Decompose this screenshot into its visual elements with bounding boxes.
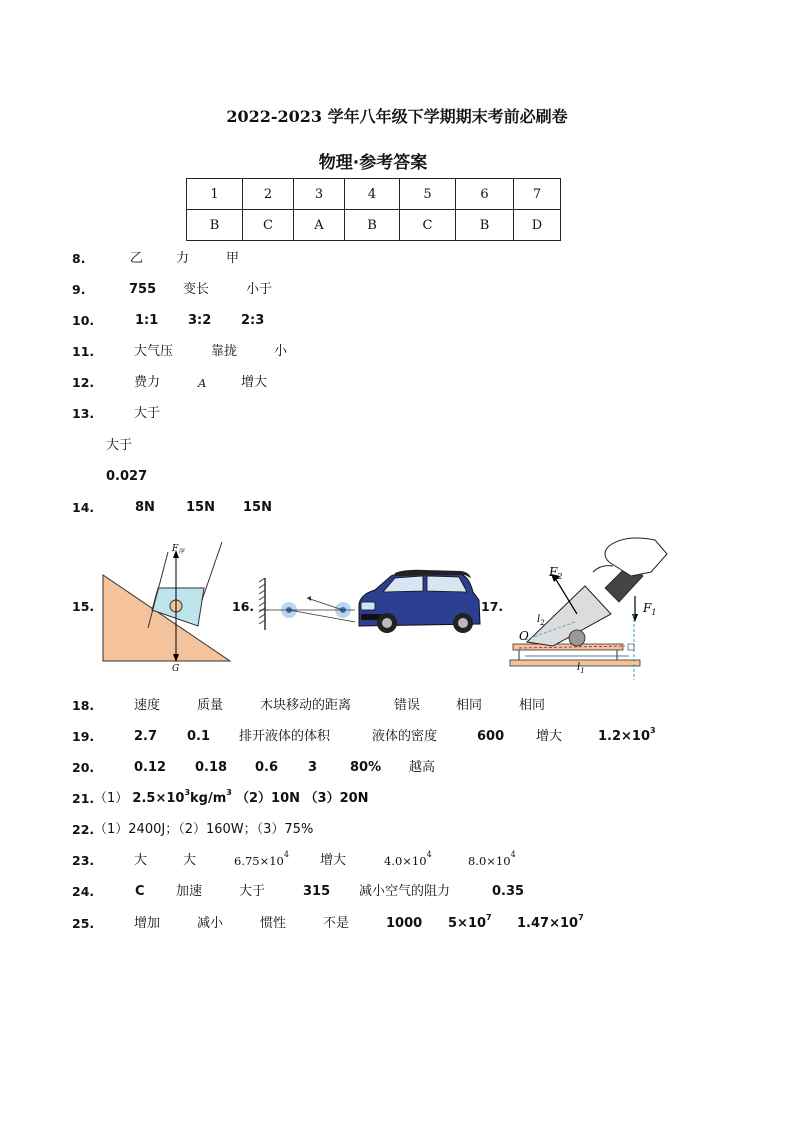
table-cell: 6 (456, 179, 514, 210)
answer: 大于 (239, 884, 266, 899)
answer: 排开液体的体积 (239, 729, 331, 744)
answer: 增大 (241, 375, 268, 390)
page-subtitle: 物理·参考答案 (318, 153, 428, 173)
label-o: O (519, 629, 529, 643)
answer-table (186, 178, 561, 241)
answer: 不是 (323, 916, 350, 931)
table-cell: 3 (294, 179, 345, 210)
question-number: 20. (72, 760, 95, 775)
table-cell: B (345, 210, 400, 241)
question-number: 18. (72, 698, 95, 713)
answer: 大 (134, 853, 148, 868)
question-number: 8. (72, 251, 86, 266)
answer: 0.18 (195, 760, 228, 775)
answer: 15N (186, 500, 215, 515)
answer: 惯性 (260, 916, 287, 931)
answer: 木块移动的距离 (260, 698, 352, 713)
answer: A (198, 376, 207, 390)
question-number: 14. (72, 500, 95, 515)
answer: $1.2\times 10^3$ (598, 726, 656, 744)
answer: $5\times 10^7$ (448, 913, 492, 931)
label-l2: $l_2$ (537, 614, 545, 627)
answer: 0.6 (255, 760, 279, 775)
answer: 力 (176, 251, 190, 266)
answer: 加速 (176, 884, 203, 899)
answer: 3 (308, 760, 318, 775)
answer: 增大 (536, 729, 563, 744)
label-f2: $F_2$ (549, 565, 563, 581)
label-g: G (172, 664, 180, 674)
question-number: 10. (72, 313, 95, 328)
answer: 液体的密度 (372, 729, 438, 744)
question-number: 11. (72, 344, 95, 359)
answer: 大 (183, 853, 197, 868)
answer: 1000 (386, 916, 423, 931)
question-number: 17. (481, 599, 504, 614)
label-l1: $l_1$ (577, 662, 585, 675)
answer: $8.0\times 10^4$ (468, 850, 516, 868)
answer: 755 (129, 282, 157, 297)
answer: 相同 (519, 698, 546, 713)
answer: 质量 (197, 698, 224, 713)
answer: $6.75\times 10^4$ (234, 850, 289, 868)
question-number: 15. (72, 599, 95, 614)
question-number: 23. (72, 853, 95, 868)
answer: （1）2400J；（2）160W；（3）75% (94, 822, 314, 837)
label-f-buoyancy: $F_浮$ (172, 544, 185, 555)
answer: 速度 (134, 698, 161, 713)
answer: 0.12 (134, 760, 167, 775)
table-cell: A (294, 210, 345, 241)
answer: $4.0\times 10^4$ (384, 850, 432, 868)
answer: 3:2 (188, 313, 212, 328)
answer: 大于 (134, 406, 161, 421)
answer: 80% (350, 760, 382, 775)
answer: $1.47\times 10^7$ (517, 913, 584, 931)
table-cell: 1 (187, 179, 243, 210)
question-number: 25. (72, 916, 95, 931)
answer: 0.1 (187, 729, 211, 744)
question-number: 19. (72, 729, 95, 744)
answer: 变长 (183, 282, 210, 297)
answer: 2:3 (241, 313, 265, 328)
answer: 相同 (456, 698, 483, 713)
figure-lever-knife (505, 532, 675, 682)
answer: 靠拢 (211, 344, 238, 359)
figure-incline (100, 540, 235, 675)
table-cell: C (243, 210, 294, 241)
question-number: 12. (72, 375, 95, 390)
answer: 8N (135, 500, 155, 515)
question-number: 22. (72, 822, 95, 837)
table-cell: B (187, 210, 243, 241)
figure-car-mirror (255, 568, 485, 636)
answer: 0.35 (492, 884, 525, 899)
page-title: 2022-2023 学年八年级下学期期末考前必刷卷 (226, 107, 568, 126)
table-cell: D (514, 210, 561, 241)
answer: 600 (477, 729, 505, 744)
answer: 错误 (394, 698, 421, 713)
answer: 乙 (130, 251, 144, 266)
answer: C (135, 884, 145, 899)
answer: 越高 (409, 760, 436, 775)
question-number: 16. (232, 599, 255, 614)
answer: 甲 (226, 251, 240, 266)
answer: 费力 (134, 375, 161, 390)
answer: 小 (274, 344, 288, 359)
answer: （1） $2.5\times 10^3kg/m^3$ （2）10N （3）20N (94, 788, 369, 806)
answer: 增加 (134, 916, 161, 931)
table-row (187, 179, 561, 210)
label-f1: $F_1$ (643, 601, 657, 617)
answer: 1:1 (135, 313, 159, 328)
question-number: 9. (72, 282, 86, 297)
table-cell: 7 (514, 179, 561, 210)
answer: 小于 (246, 282, 273, 297)
table-cell: 2 (243, 179, 294, 210)
question-number: 13. (72, 406, 95, 421)
answer: 15N (243, 500, 272, 515)
answer: 315 (303, 884, 331, 899)
question-number: 21. (72, 791, 95, 806)
table-cell: C (400, 210, 456, 241)
answer: 2.7 (134, 729, 158, 744)
table-row (187, 210, 561, 241)
answer: 减小 (197, 916, 224, 931)
answer: 大于 (106, 438, 133, 453)
answer: 减小空气的阻力 (359, 884, 451, 899)
answer: 增大 (320, 853, 347, 868)
table-cell: 5 (400, 179, 456, 210)
table-cell: B (456, 210, 514, 241)
question-number: 24. (72, 884, 95, 899)
answer: 大气压 (134, 344, 174, 359)
answer: 0.027 (106, 469, 148, 484)
table-cell: 4 (345, 179, 400, 210)
